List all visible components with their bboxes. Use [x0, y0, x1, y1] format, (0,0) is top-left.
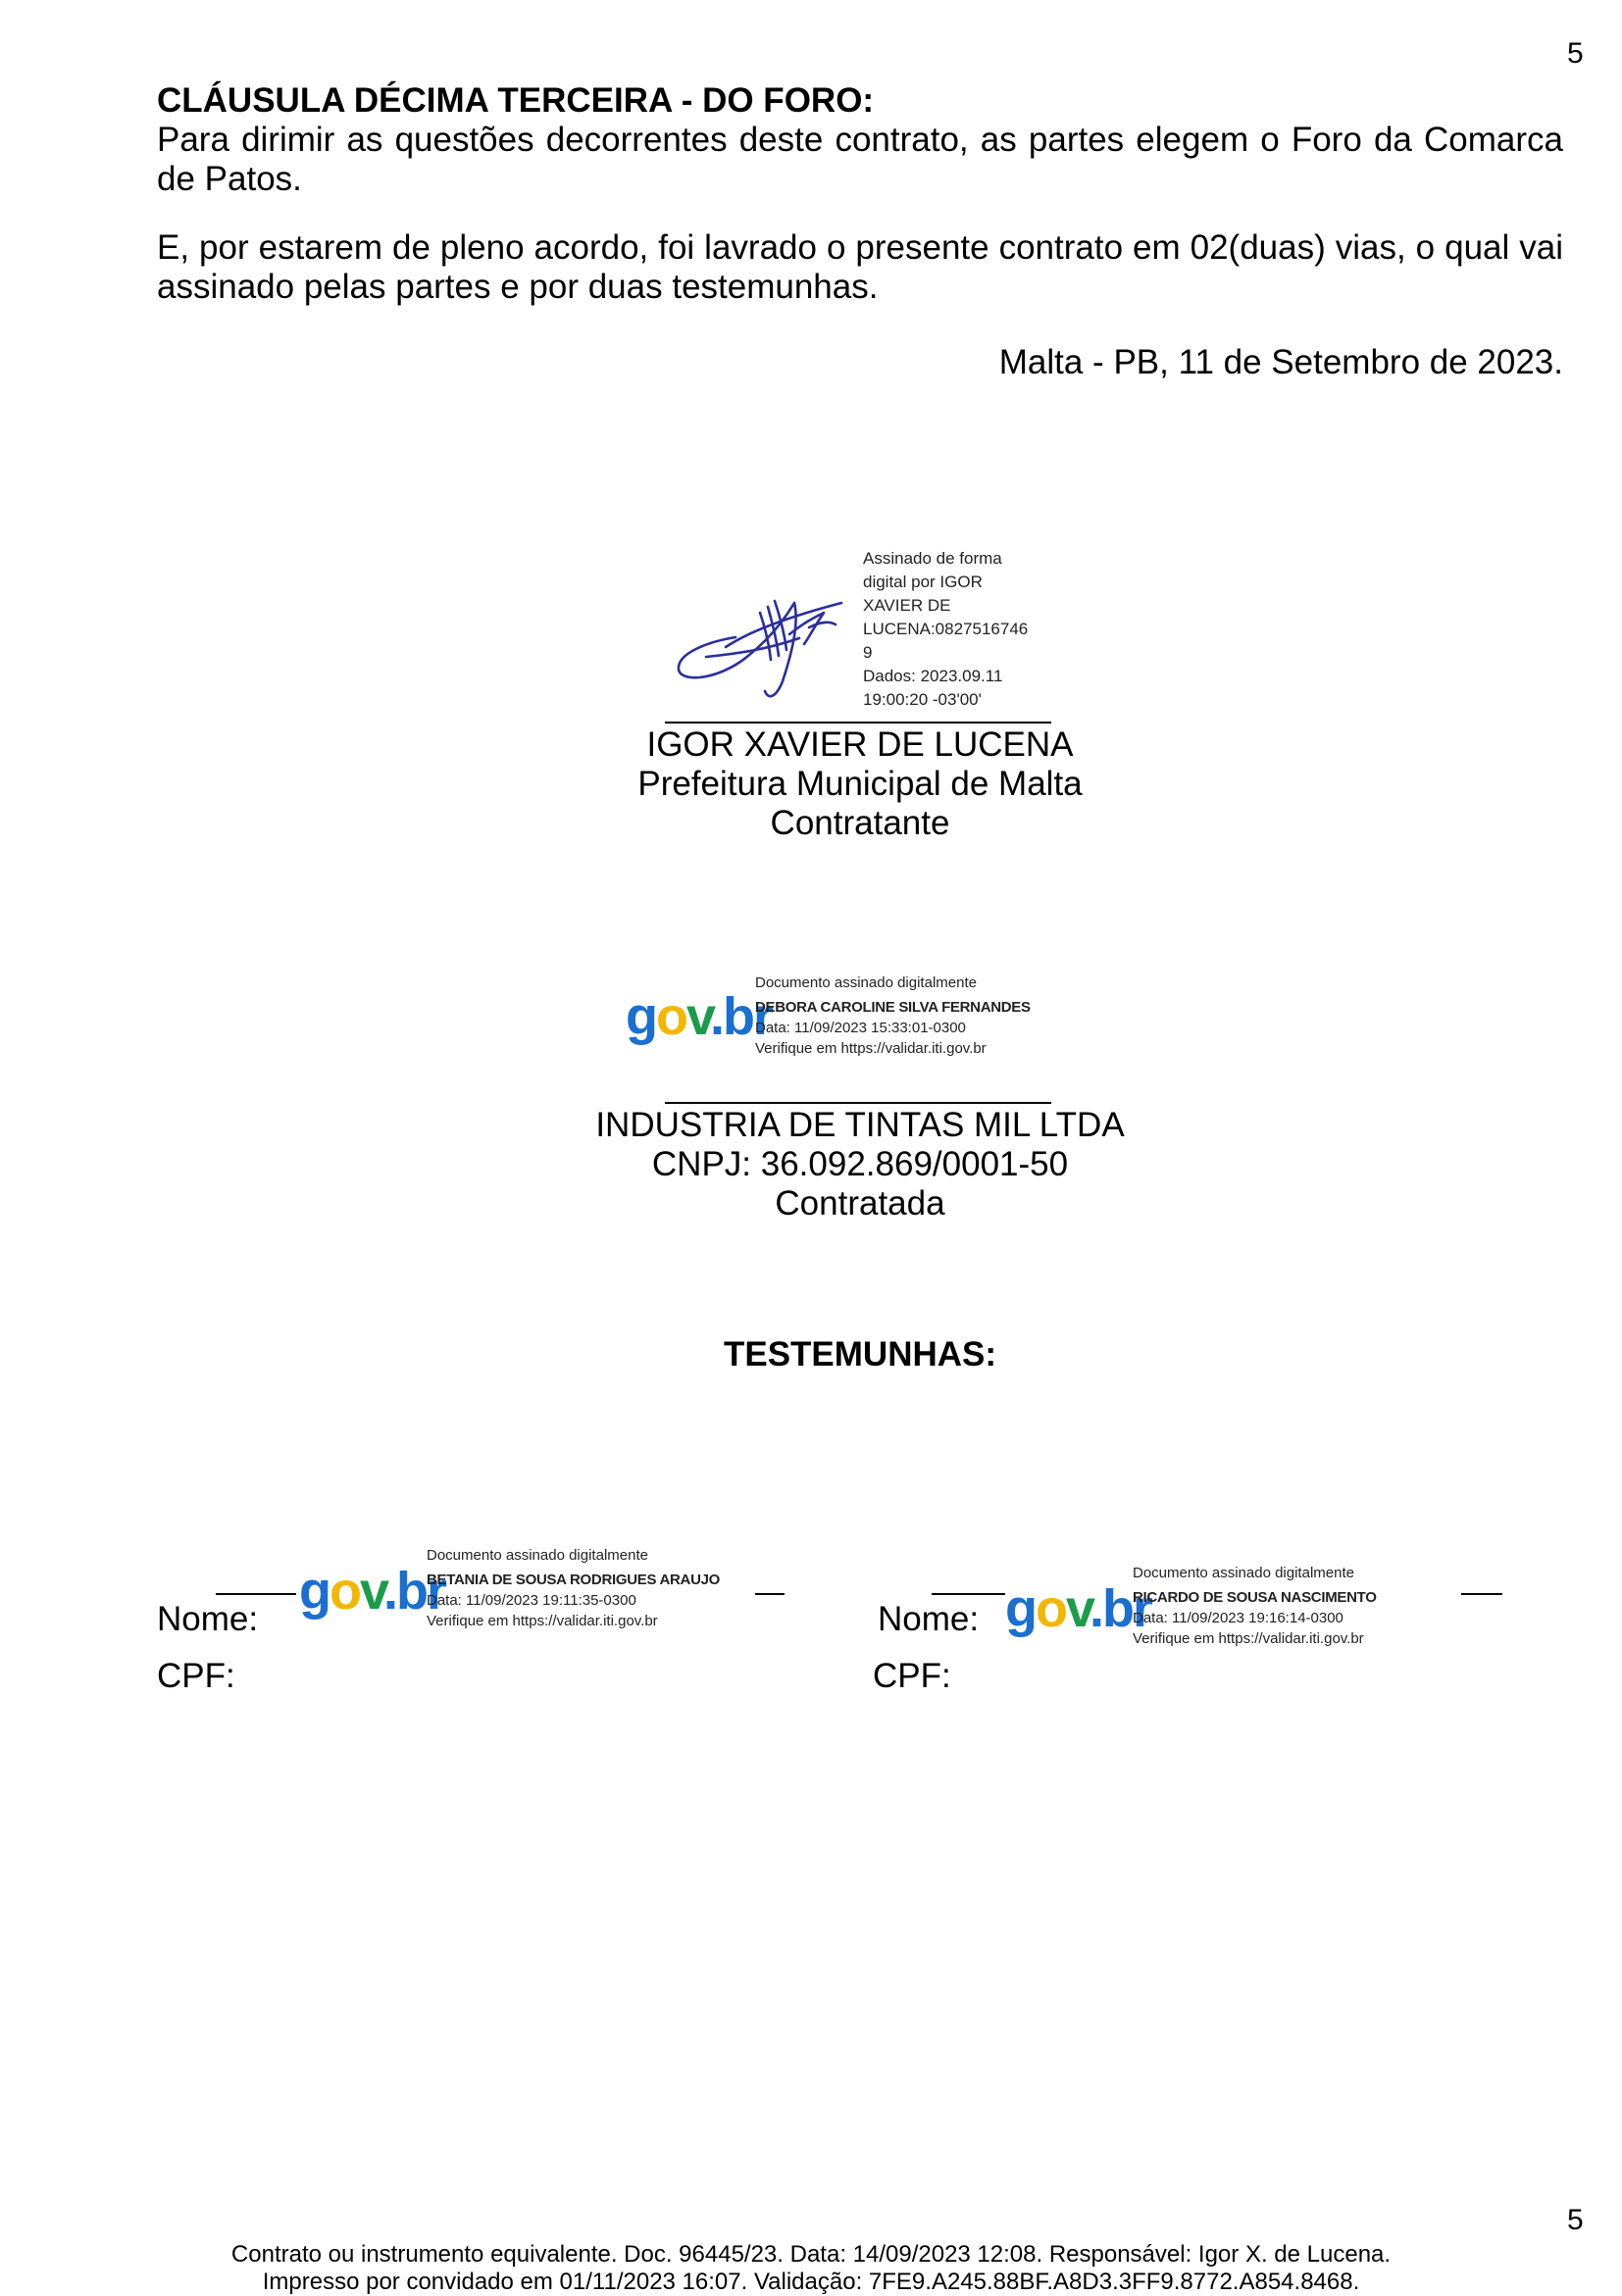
witness-left-cpf-label: CPF:: [157, 1657, 235, 1695]
page-number-bottom: 5: [1567, 2204, 1584, 2236]
cert-line: Dados: 2023.09.11: [863, 667, 1003, 685]
stamp-verify: Verifique em https://validar.iti.gov.br: [755, 1040, 987, 1057]
contratante-block: [419, 725, 1301, 843]
contratada-block: [419, 1106, 1301, 1223]
clause-paragraph: Para dirimir as questões decorrentes deste contrato, as partes elegem o Foro da Comarca de Patos.: [157, 121, 1563, 198]
cert-line: LUCENA:0827516746: [863, 620, 1029, 638]
govbr-logo: gov.br: [1005, 1579, 1152, 1638]
cert-line: 9: [863, 643, 873, 662]
testemunhas-heading: TESTEMUNHAS:: [723, 1335, 997, 1373]
witness-left-nome-label: Nome:: [157, 1600, 259, 1638]
contratada-role: Contratada: [775, 1184, 945, 1223]
clause-heading: CLÁUSULA DÉCIMA TERCEIRA - DO FORO:: [157, 81, 875, 120]
stamp-signer-name: RICARDO DE SOUSA NASCIMENTO: [1133, 1589, 1377, 1606]
cert-line: 19:00:20 -03'00': [863, 690, 982, 709]
stamp-details: [1133, 1563, 1466, 1649]
closing-paragraph: E, por estarem de pleno acordo, foi lavrado o presente contrato em 02(duas) vias, o qual vai assinado pelas partes e por duas testemunhas.: [157, 228, 1563, 306]
govbr-stamp-betania: [299, 1543, 750, 1636]
footer-line-1: Contrato ou instrumento equivalente. Doc. 96445/23. Data: 14/09/2023 12:08. Responsável: Igor X. de Lucena.: [230, 2241, 1392, 2268]
footer-line-2: Impresso por convidado em 01/11/2023 16:07. Validação: 7FE9.A245.88BF.A8D3.3FF9.8772.A854.8468.: [262, 2269, 1360, 2295]
stamp-title: Documento assinado digitalmente: [427, 1547, 648, 1564]
place-date: Malta - PB, 11 de Setembro de 2023.: [998, 343, 1563, 381]
govbr-logo: gov.br: [626, 987, 773, 1046]
digital-signature-certificate: [863, 547, 1079, 712]
govbr-stamp-debora: [626, 969, 1057, 1062]
contratada-cnpj: CNPJ: 36.092.869/0001-50: [651, 1145, 1069, 1183]
witness-right-line-end: [1461, 1593, 1502, 1595]
contratante-name: IGOR XAVIER DE LUCENA: [646, 725, 1074, 764]
stamp-verify: Verifique em https://validar.iti.gov.br: [427, 1613, 658, 1629]
stamp-details: [755, 973, 1069, 1059]
stamp-date: Data: 11/09/2023 15:33:01-0300: [755, 1020, 966, 1036]
clause-section: [157, 81, 1563, 199]
govbr-stamp-ricardo: [1005, 1561, 1456, 1654]
stamp-verify: Verifique em https://validar.iti.gov.br: [1133, 1630, 1364, 1647]
contratada-name: INDUSTRIA DE TINTAS MIL LTDA: [595, 1106, 1125, 1144]
stamp-signer-name: DEBORA CAROLINE SILVA FERNANDES: [755, 999, 1031, 1016]
page-number-top: 5: [1567, 37, 1584, 70]
govbr-logo: gov.br: [299, 1562, 446, 1621]
stamp-details: [427, 1545, 760, 1631]
witness-right-cpf-label: CPF:: [873, 1657, 951, 1695]
stamp-title: Documento assinado digitalmente: [755, 974, 977, 991]
witness-right-nome-label: Nome:: [878, 1600, 980, 1638]
witness-right-line-start: [932, 1593, 1005, 1595]
handwritten-signature-igor: [667, 544, 863, 711]
cert-line: Assinado de forma: [863, 549, 1002, 568]
stamp-date: Data: 11/09/2023 19:11:35-0300: [427, 1592, 636, 1609]
cert-line: digital por IGOR: [863, 573, 983, 591]
stamp-signer-name: BETANIA DE SOUSA RODRIGUES ARAUJO: [427, 1572, 721, 1588]
contratante-org: Prefeitura Municipal de Malta: [637, 765, 1083, 803]
stamp-title: Documento assinado digitalmente: [1133, 1565, 1354, 1581]
contratante-role: Contratante: [770, 804, 950, 842]
document-footer: [0, 2241, 1622, 2296]
contratada-signature-line: [665, 1102, 1051, 1104]
contratante-signature-line: [665, 722, 1051, 724]
stamp-date: Data: 11/09/2023 19:16:14-0300: [1133, 1610, 1343, 1626]
witness-left-line-start: [216, 1593, 296, 1595]
cert-line: XAVIER DE: [863, 596, 951, 615]
